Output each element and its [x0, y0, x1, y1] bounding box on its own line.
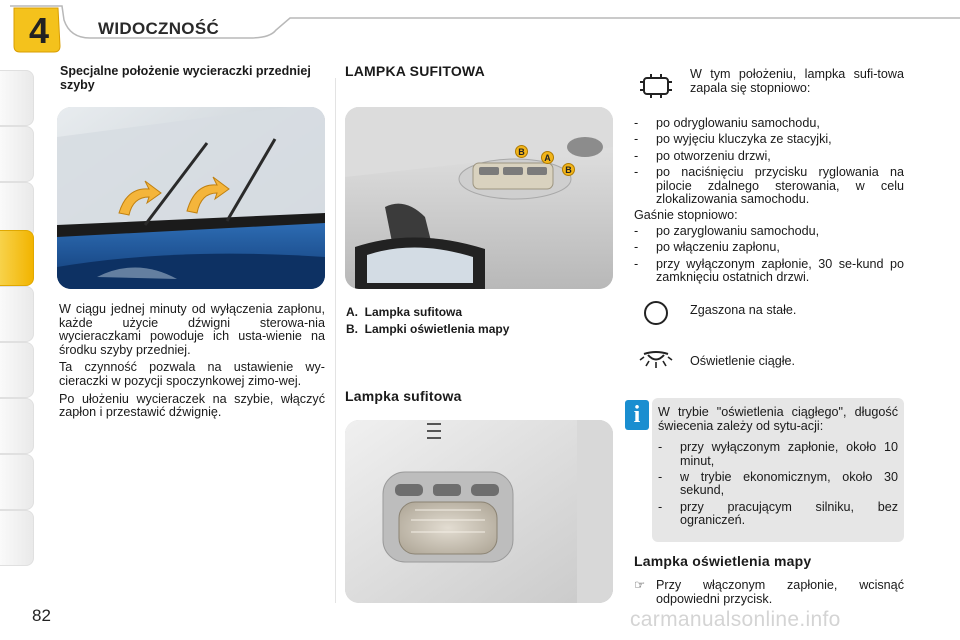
- switch-on-list: [634, 117, 904, 209]
- list-item: - po wyjęciu kluczyka ze stacyjki,: [634, 132, 832, 147]
- list-item: - po odryglowaniu samochodu,: [634, 116, 820, 130]
- ceiling-light-on-icon: [638, 346, 678, 376]
- chapter-tab[interactable]: [0, 342, 34, 398]
- legend-label: Lampki oświetlenia mapy: [364, 322, 510, 336]
- wiper-paragraph: W ciągu jednej minuty od wyłączenia zapłonu, każde użycie dźwigni sterowa-nia wycieraczkami powoduje ich usta-wienie na środku szyby przedniej.: [59, 302, 325, 357]
- chapter-number: 4: [28, 10, 50, 51]
- column-divider: [335, 78, 336, 603]
- windshield-wiper-illustration: [57, 107, 325, 289]
- wiper-paragraph: Po ułożeniu wycieraczek na szybie, włączyć zapłon i przestawić dźwignię.: [59, 391, 325, 420]
- photo-label-b: B: [562, 163, 575, 176]
- chapter-tab-active[interactable]: [0, 230, 34, 286]
- chapter-tab[interactable]: [0, 126, 34, 182]
- off-mode-icon: [642, 299, 682, 329]
- list-item: - przy pracującym silniku, bez ograniczeń.: [658, 499, 898, 528]
- list-item: - w trybie ekonomicznym, około 30 sekund,: [658, 470, 898, 498]
- photo-label-b: B: [515, 145, 528, 158]
- info-icon: i: [625, 400, 649, 430]
- wiper-description: [59, 303, 325, 424]
- chapter-tab[interactable]: [0, 70, 34, 126]
- ceiling-legend: [346, 305, 509, 339]
- door-mode-icon: [640, 72, 680, 102]
- windshield-wiper-photo: [57, 107, 325, 289]
- hand-pointer-icon: ☞: [634, 578, 646, 592]
- ceiling-lamp-closeup-photo: [345, 420, 613, 603]
- ceiling-lamp-overview-photo: [345, 107, 613, 289]
- ceiling-subsection-title: Lampka sufitowa: [345, 388, 462, 404]
- info-list: [658, 441, 898, 527]
- legend-key: B.: [346, 322, 358, 336]
- fade-heading: Gaśnie stopniowo:: [634, 208, 738, 222]
- on-mode-text: Oświetlenie ciągłe.: [690, 354, 795, 368]
- chapter-tab[interactable]: [0, 454, 34, 510]
- photo-label-a: A: [541, 151, 554, 164]
- list-item: - po włączeniu zapłonu,: [634, 240, 780, 255]
- legend-label: Lampka sufitowa: [364, 305, 463, 319]
- list-item: - przy wyłączonym zapłonie, około 10 minut,: [658, 440, 898, 468]
- legend-item: [346, 322, 509, 339]
- legend-key: A.: [346, 305, 358, 319]
- ceiling-lamp-title: LAMPKA SUFITOWA: [345, 63, 485, 79]
- watermark: carmanualsonline.info: [630, 608, 841, 631]
- switch-off-list: [634, 225, 904, 288]
- ceiling-lamp-overview-illustration: [345, 107, 613, 289]
- list-item: - po otworzeniu drzwi,: [634, 148, 771, 163]
- page-title: WIDOCZNOŚĆ: [98, 19, 220, 38]
- header-band: [0, 0, 960, 52]
- wiper-paragraph: Ta czynność pozwala na ustawienie wy-cieraczki w pozycji spoczynkowej zimo-wej.: [59, 360, 325, 388]
- list-item: - po naciśnięciu przycisku ryglowania na pilocie zdalnego sterowania, w celu zlokalizowania samochodu.: [634, 165, 904, 207]
- legend-item: [346, 305, 509, 322]
- ceiling-lamp-closeup-illustration: [345, 420, 613, 603]
- off-mode-text: Zgaszona na stałe.: [690, 303, 797, 317]
- map-light-title: Lampka oświetlenia mapy: [634, 553, 812, 569]
- list-item: - po zaryglowaniu samochodu,: [634, 224, 820, 238]
- chapter-tab[interactable]: [0, 286, 34, 342]
- map-light-text: Przy włączonym zapłonie, wcisnąć odpowiedni przycisk.: [656, 578, 904, 606]
- page-number: 82: [32, 606, 51, 625]
- door-mode-text: W tym położeniu, lampka sufi-towa zapala się stopniowo:: [690, 67, 904, 95]
- list-item: - przy wyłączonym zapłonie, 30 se-kund po zamknięciu ostatnich drzwi.: [634, 256, 904, 285]
- wiper-heading: Specjalne położenie wycieraczki przedniej szyby: [60, 64, 311, 92]
- info-box: [652, 398, 904, 542]
- chapter-tab[interactable]: [0, 398, 34, 454]
- info-text: W trybie "oświetlenia ciągłego", długość świecenia zależy od sytu-acji:: [658, 405, 898, 433]
- chapter-tab[interactable]: [0, 510, 34, 566]
